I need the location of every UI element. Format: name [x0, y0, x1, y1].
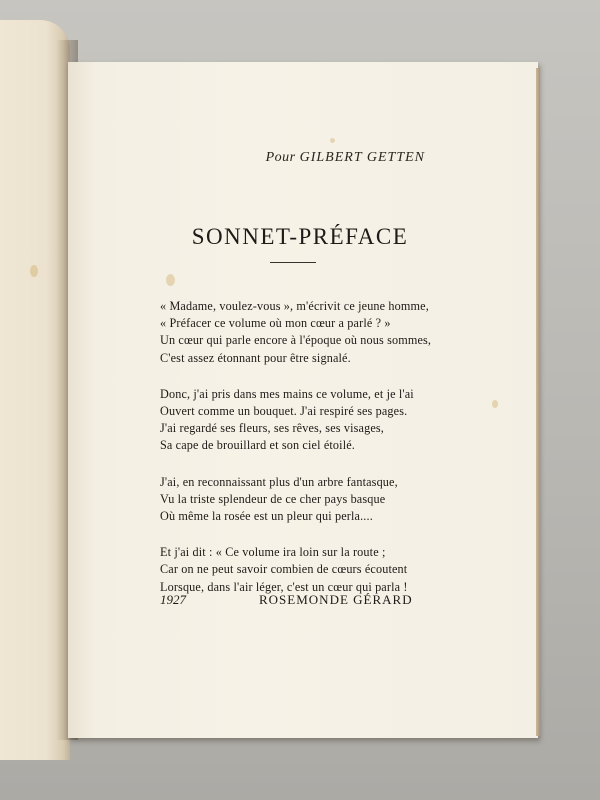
stanza-1 [160, 298, 460, 367]
poem-line: Sa cape de brouillard et son ciel étoilé. [160, 438, 355, 453]
poem-line: Vu la triste splendeur de ce cher pays basque [160, 491, 386, 506]
stanza-3 [160, 474, 460, 526]
dedication-prefix: Pour [265, 150, 296, 165]
poem-line: Où même la rosée est un pleur qui perla.... [160, 509, 373, 524]
poem-line: C'est assez étonnant pour être signalé. [160, 350, 351, 365]
dedication [0, 150, 425, 166]
poem-line: Un cœur qui parle encore à l'époque où nous sommes, [160, 333, 432, 348]
foxing-spot [330, 138, 335, 143]
foxing-spot [492, 400, 498, 408]
poem-line: J'ai, en reconnaissant plus d'un arbre fantasque, [160, 474, 398, 489]
poem-line: Donc, j'ai pris dans mes mains ce volume, et je l'ai [160, 386, 414, 401]
dedication-name: GILBERT GETTEN [299, 150, 425, 165]
foxing-spot [30, 265, 38, 277]
year: 1927 [160, 592, 186, 607]
stanza-2 [160, 386, 460, 455]
foxing-spot [166, 274, 175, 286]
title-rule [270, 262, 316, 263]
poem-line: Ouvert comme un bouquet. J'ai respiré ses pages. [160, 404, 408, 419]
poem-line: Et j'ai dit : « Ce volume ira loin sur la route ; [160, 545, 386, 560]
poem-line: Car on ne peut savoir combien de cœurs écoutent [160, 562, 408, 577]
poem-line: « Madame, voulez-vous », m'écrivit ce jeune homme, [160, 299, 429, 313]
author-name: ROSEMONDE GÉRARD [259, 592, 413, 607]
poem-line: « Préfacer ce volume où mon cœur a parlé ? » [160, 316, 391, 331]
poem-line: Lorsque, dans l'air léger, c'est un cœur qui parla ! [160, 579, 408, 594]
stanza-4 [160, 544, 460, 596]
page-edge [536, 68, 540, 736]
poem-line: J'ai regardé ses fleurs, ses rêves, ses visages, [160, 421, 384, 436]
poem-body [160, 298, 460, 615]
poem-title: SONNET-PRÉFACE [191, 224, 409, 249]
